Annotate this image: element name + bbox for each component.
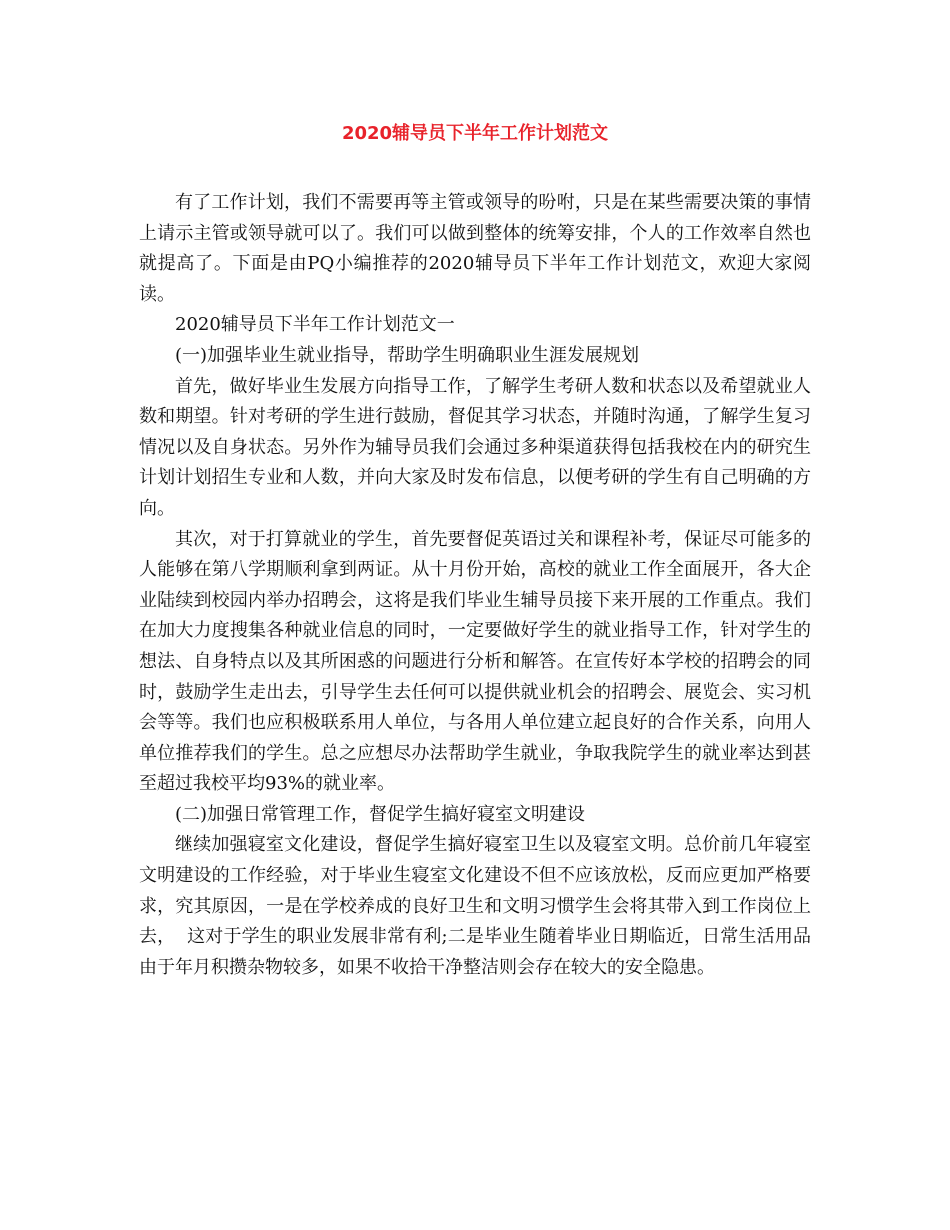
paragraph-first: 首先，做好毕业生发展方向指导工作，了解学生考研人数和状态以及希望就业人数和期望。针对考研的学生进行鼓励，督促其学习状态，并随时沟通，了解学生复习情况以及自身状态。另外作为辅导员我们会通过多种渠道获得包括我校在内的研究生计划计划招生专业和人数，并向大家及时发布信息，以便考研的学生有自己明确的方向。 bbox=[139, 375, 811, 519]
paragraph-subheading-1: (一)加强毕业生就业指导，帮助学生明确职业生涯发展规划 bbox=[175, 344, 640, 366]
paragraph-subheading-2: (二)加强日常管理工作，督促学生搞好寝室文明建设 bbox=[175, 803, 586, 825]
paragraph-dormitory: 继续加强寝室文化建设，督促学生搞好寝室卫生以及寝室文明。总价前几年寝室文明建设的工作经验，对于毕业生寝室文化建设不但不应该放松，反而应更加严格要求，究其原因，一是在学校养成的良好卫生和文明习惯学生会将其带入到工作岗位上去， 这对于学生的职业发展非常有利;二是毕业生随着毕业日期临近，日常生活用品由于年月积攒杂物较多，如果不收拾干净整洁则会存在较大的安全隐患。 bbox=[139, 834, 811, 978]
document-title: 2020辅导员下半年工作计划范文 bbox=[341, 123, 609, 144]
paragraph-second: 其次，对于打算就业的学生，首先要督促英语过关和课程补考，保证尽可能多的人能够在第八学期顺利拿到两证。从十月份开始，高校的就业工作全面展开，各大企业陆续到校园内举办招聘会，这将是我们毕业生辅导员接下来开展的工作重点。我们在加大力度搜集各种就业信息的同时，一定要做好学生的就业指导工作，针对学生的想法、自身特点以及其所困惑的问题进行分析和解答。在宣传好本学校的招聘会的同时，鼓励学生走出去，引导学生去任何可以提供就业机会的招聘会、展览会、实习机会等等。我们也应积极联系用人单位，与各用人单位建立起良好的合作关系，向用人单位推荐我们的学生。总之应想尽办法帮助学生就业，争取我院学生的就业率达到甚至超过我校平均93%的就业率。 bbox=[139, 528, 811, 795]
paragraph-intro: 有了工作计划，我们不需要再等主管或领导的吩咐，只是在某些需要决策的事情上请示主管或领导就可以了。我们可以做到整体的统筹安排，个人的工作效率自然也就提高了。下面是由PQ小编推荐的2020辅导员下半年工作计划范文，欢迎大家阅读。 bbox=[139, 192, 811, 305]
paragraph-section-heading: 2020辅导员下半年工作计划范文一 bbox=[175, 314, 455, 336]
document-body bbox=[139, 188, 811, 983]
